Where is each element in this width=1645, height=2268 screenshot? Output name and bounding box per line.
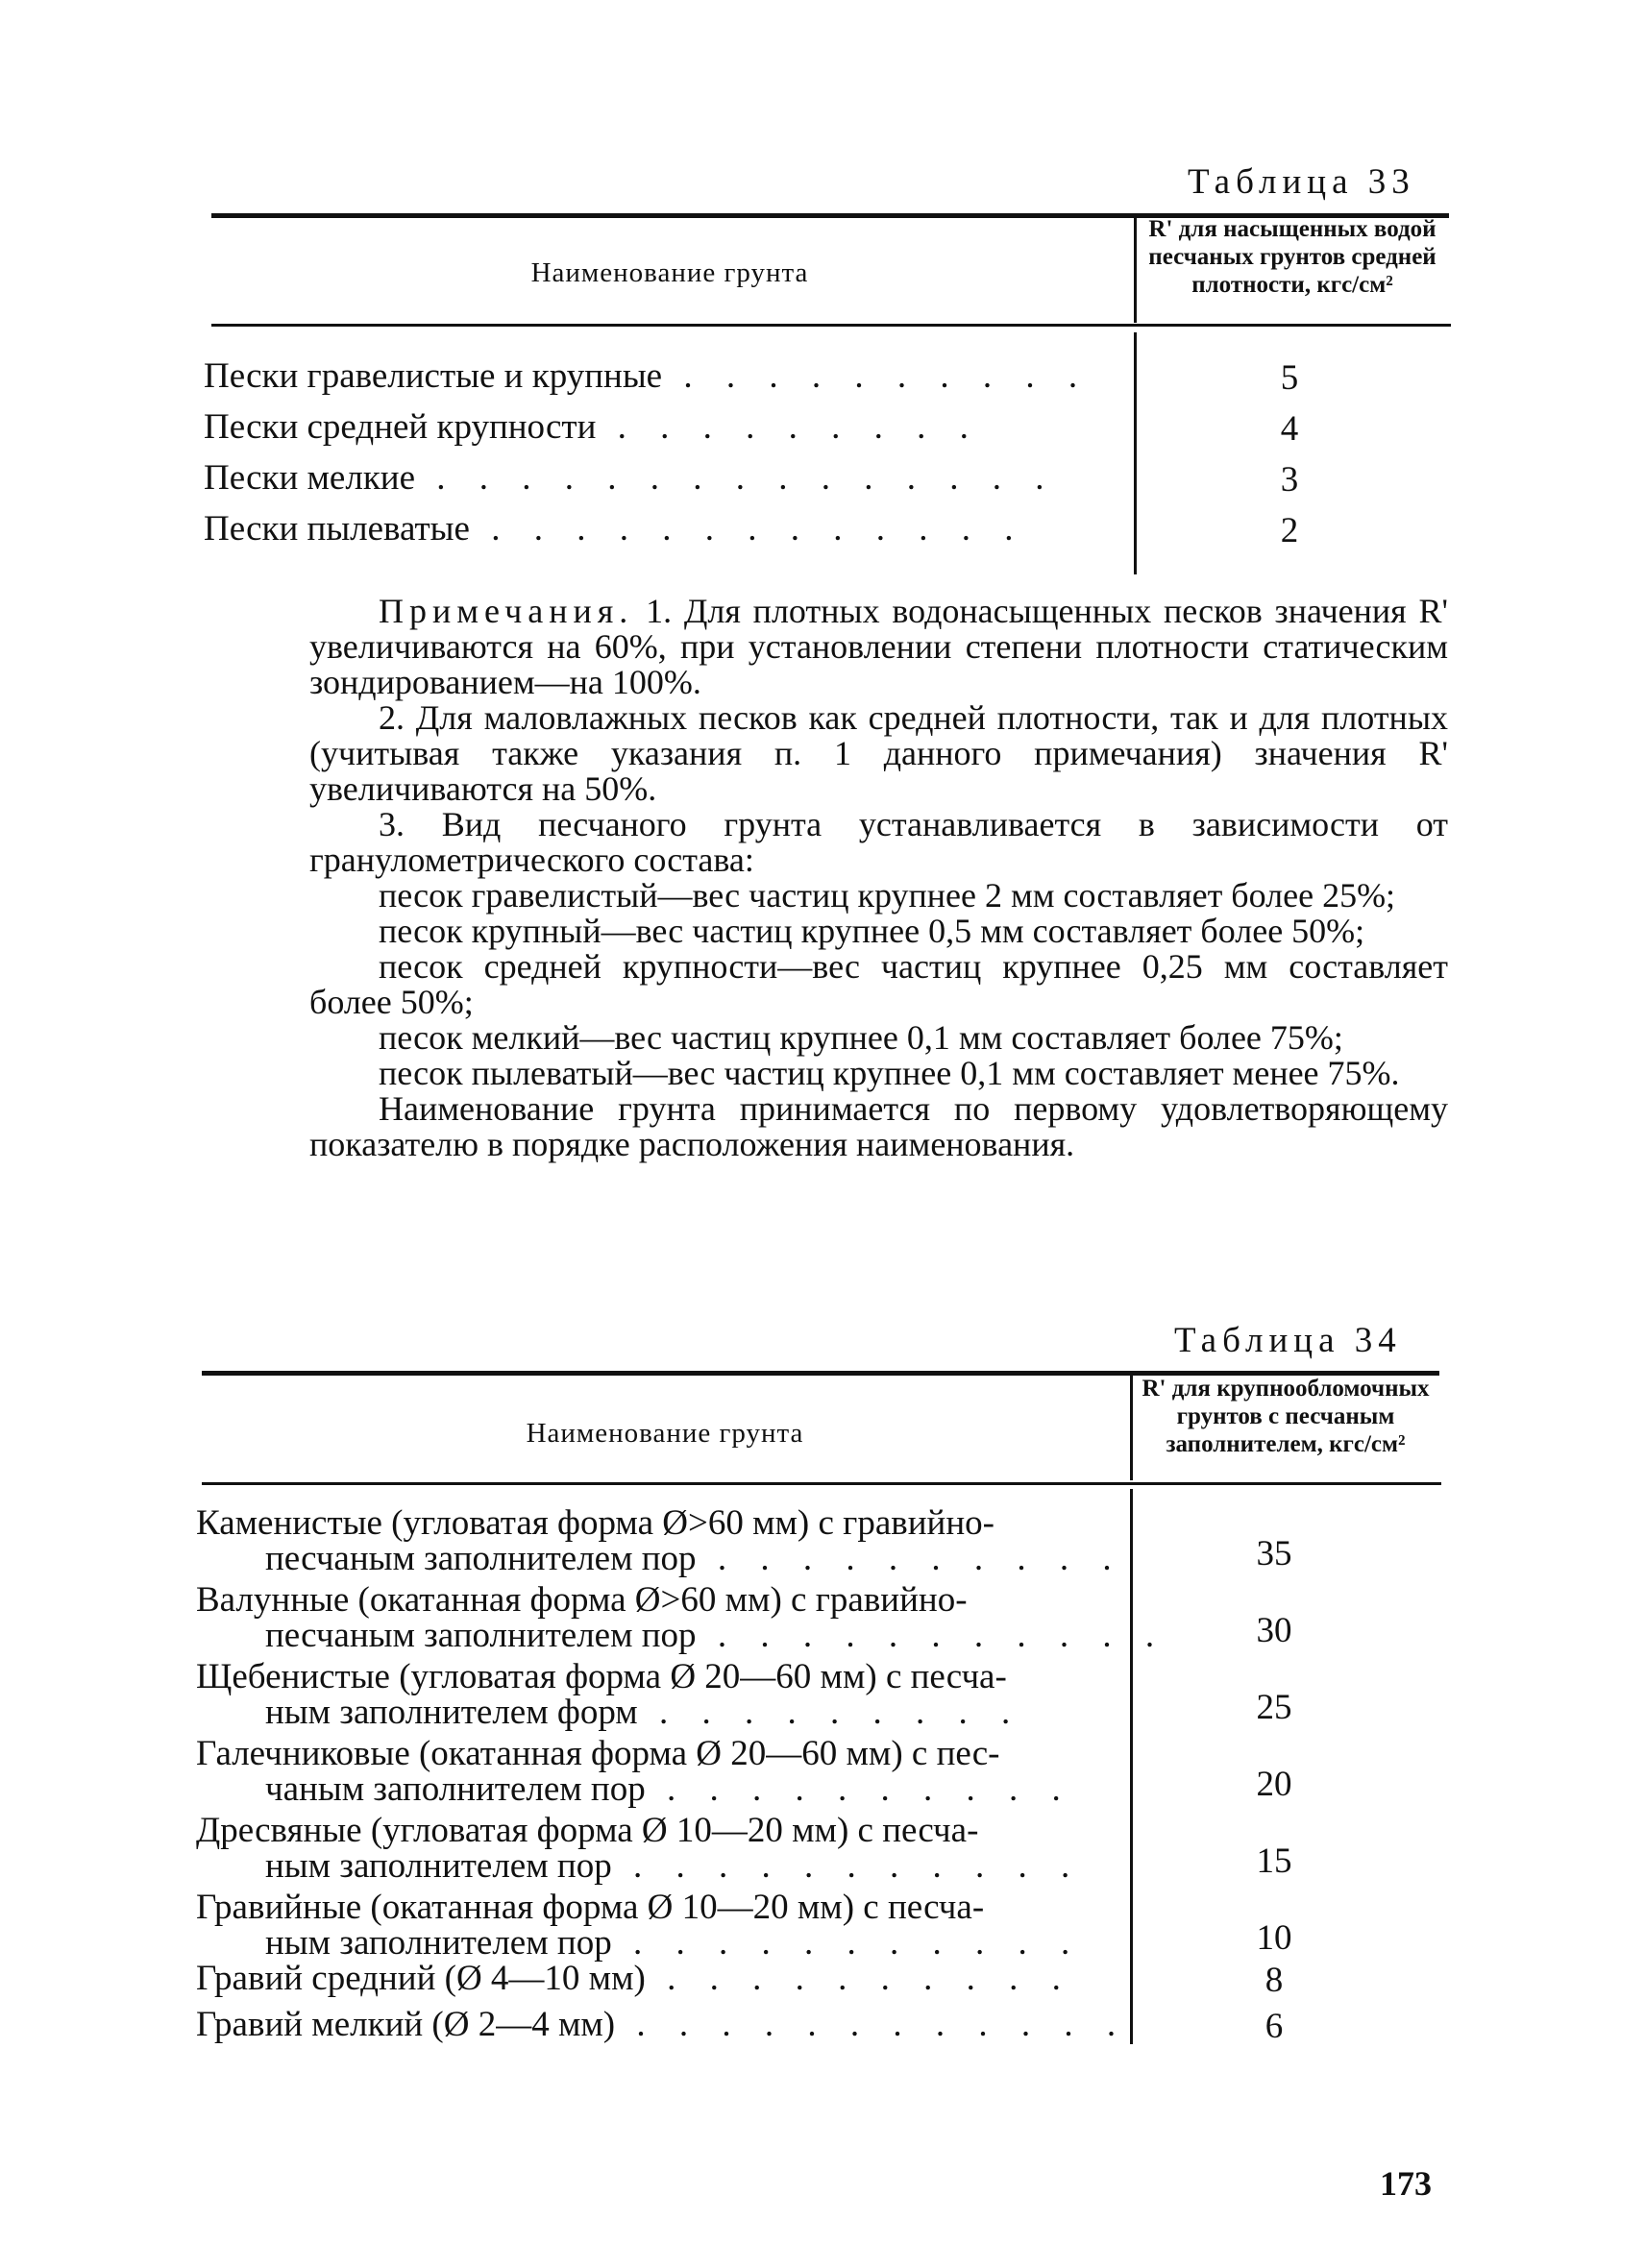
table-34-row-label-cont: ным заполнителем форм . . . . . . . . . [265,1693,1023,1732]
table-34-row-label-cont: песчаным заполнителем пор . . . . . . . . . . . [265,1616,1167,1655]
table-33-row-value: 4 [1280,409,1299,449]
table-34-row-label-cont: песчаным заполнителем пор . . . . . . . . . . [265,1539,1124,1578]
table-34-row-label: Гравийные (окатанная форма Ø 10—20 мм) с песча- [196,1888,985,1927]
table-34-row-value: 15 [1256,1841,1292,1881]
table-34-caption: Таблица 34 [1174,1321,1402,1360]
note-list-item: песок гравелистый—вес частиц крупнее 2 мм составляет более 25%; [379,876,1396,915]
table-33-name-header: Наименование грунта [530,257,809,288]
table-34-header-rule [202,1482,1441,1485]
table-34-row-value: 20 [1256,1765,1292,1804]
table-34-row-label-cont: ным заполнителем пор . . . . . . . . . . . [265,1923,1083,1963]
table-33-notes [309,594,1448,1162]
table-34-row-label-cont: чаным заполнителем пор . . . . . . . . . . [265,1769,1073,1809]
table-34-row-label: Каменистые (угловатая форма Ø>60 мм) с гравийно- [196,1503,994,1543]
table-34-row-value: 25 [1256,1688,1292,1727]
table-34-row-value: 30 [1256,1611,1292,1650]
table-33-row-label: Пески пылеватые . . . . . . . . . . . . . [204,509,1026,549]
note-3: 3. Вид песчаного грунта устанавливается в зависимости от гранулометрического состава: [309,805,1448,879]
table-34-row-value: 6 [1264,2007,1284,2046]
table-34-column-divider [1130,1489,1133,2044]
note-list-item: песок пылеватый—вес частиц крупнее 0,1 мм составляет менее 75%. [379,1054,1400,1092]
table-34-row-label: Валунные (окатанная форма Ø>60 мм) с гравийно- [196,1580,968,1620]
table-34-row-value: 10 [1256,1918,1292,1958]
note-2: 2. Для маловлажных песков как средней плотности, так и для плотных (учитывая также указания п. 1 данного примечания) значения R' увеличиваются на 50%. [309,698,1448,808]
table-34-value-header: R' для крупнообломочных грунтов с песчаным заполнителем, кгс/см² [1142,1376,1430,1457]
table-34-row-value: 8 [1264,1961,1284,2000]
table-34-name-header: Наименование грунта [526,1418,804,1449]
table-34-row-label: Галечниковые (окатанная форма Ø 20—60 мм) с пес- [196,1734,1000,1773]
table-34-row-label: Гравий средний (Ø 4—10 мм) . . . . . . . . . . [196,1959,1073,1998]
table-34-row-label-cont: ным заполнителем пор . . . . . . . . . . . [265,1846,1083,1886]
table-33-caption: Таблица 33 [1188,162,1415,202]
table-33-row-label: Пески гравелистые и крупные . . . . . . . . . . [204,356,1091,396]
table-33-row-label: Пески средней крупности . . . . . . . . . [204,407,981,447]
note-list-item: песок мелкий—вес частиц крупнее 0,1 мм составляет более 75%; [379,1018,1343,1057]
table-34-row-label: Дресвяные (угловатая форма Ø 10—20 мм) с песча- [196,1811,979,1850]
table-33-value-header: R' для насыщенных водой песчаных грунтов средней плотности, кгс/см² [1148,216,1436,298]
table-33-row-value: 3 [1280,460,1299,500]
table-33-row-label: Пески мелкие . . . . . . . . . . . . . . . [204,458,1057,498]
table-33-row-value: 5 [1280,358,1299,398]
note-1: Примечания. 1. Для плотных водонасыщенных песков значения R' увеличиваются на 60%, при установлении степени плотности статическим зондированием—на 100%. [309,592,1449,701]
note-list-item: песок крупный—вес частиц крупнее 0,5 мм составляет более 50%; [379,912,1365,950]
table-34-row-value: 35 [1256,1534,1292,1573]
table-33-header-rule [211,324,1451,327]
notes-title: Примечания. [379,592,634,630]
table-34-row-label: Щебенистые (угловатая форма Ø 20—60 мм) с песча- [196,1657,1007,1696]
table-33-row-value: 2 [1280,511,1299,550]
page-number: 173 [1380,2164,1432,2203]
note-final: Наименование грунта принимается по первому удовлетворяющему показателю в порядке расположения наименования. [309,1089,1448,1163]
note-list-item: песок средней крупности—вес частиц крупнее 0,25 мм составляет более 50%; [309,947,1448,1021]
table-34-row-label: Гравий мелкий (Ø 2—4 мм) . . . . . . . . . . . . [196,2005,1129,2044]
table-33-column-divider [1134,332,1137,574]
